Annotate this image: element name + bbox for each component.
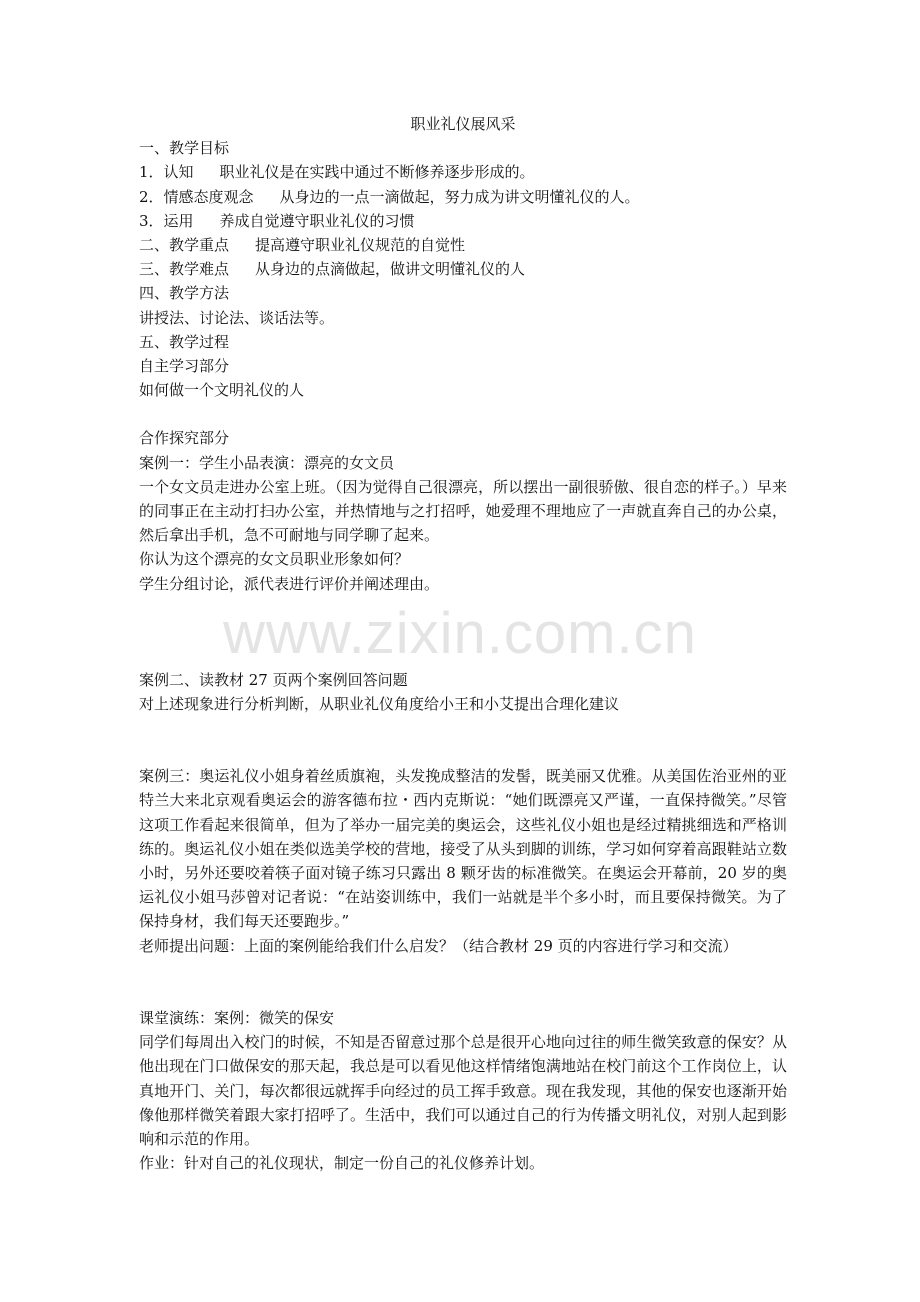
difficulty-text: 从身边的点滴做起，做讲文明懂礼仪的人	[255, 260, 526, 279]
goals-heading: 一、教学目标	[139, 139, 230, 158]
goal-2-label: 2．情感态度观念	[139, 187, 254, 206]
goal-1-text: 职业礼仪是在实践中通过不断修养逐步形成的。	[219, 163, 535, 182]
case2-text: 对上述现象进行分析判断，从职业礼仪角度给小王和小艾提出合理化建议	[139, 695, 620, 714]
goal-2	[139, 185, 787, 209]
spacer	[139, 716, 787, 764]
spacer	[139, 596, 787, 644]
method-text: 讲授法、讨论法、谈话法等。	[139, 308, 335, 327]
goal-3-text: 养成自觉遵守职业礼仪的习惯	[219, 211, 415, 230]
practice-text: 同学们每周出入校门的时候，不知是否留意过那个总是很开心地向过往的师生微笑致意的保安？从他出现在门口做保安的那天起，我总是可以看见他这样情绪饱满地站在校门前这个工作岗位上，认真地开门、关门，每次都很远就挥手向经过的员工挥手致意。现在我发现，其他的保安也逐渐开始像他那样微笑着跟大家打招呼了。生活中，我们可以通过自己的行为传播文明礼仪，对别人起到影响和示范的作用。	[139, 1033, 787, 1148]
case2-heading: 案例二、读教材 27 页两个案例回答问题	[139, 670, 408, 689]
focus-text: 提高遵守职业礼仪规范的自觉性	[255, 236, 466, 255]
goal-1	[139, 160, 787, 184]
case1-heading: 案例一：学生小品表演：漂亮的女文员	[139, 453, 395, 472]
case1-text: 一个女文员走进办公室上班。（因为觉得自己很漂亮，所以摆出一副很骄傲、很自恋的样子。）早来的同事正在主动打扫办公室，并热情地与之打招呼，她爱理不理地应了一声就直奔自己的办公桌，然后拿出手机，急不可耐地与同学聊了起来。	[139, 477, 787, 545]
goal-2-text: 从身边的一点一滴做起，努力成为讲文明懂礼仪的人。	[279, 187, 640, 206]
homework-text: 作业：针对自己的礼仪现状，制定一份自己的礼仪修养计划。	[139, 1154, 545, 1173]
coop-heading: 合作探究部分	[139, 429, 230, 448]
difficulty-label: 三、教学难点	[139, 260, 230, 279]
watermark: www.zixin.com.cn	[223, 601, 697, 666]
method-heading: 四、教学方法	[139, 284, 230, 303]
spacer	[139, 402, 787, 426]
self-study-text: 如何做一个文明礼仪的人	[139, 381, 305, 400]
case1-task: 学生分组讨论，派代表进行评价并阐述理由。	[139, 574, 440, 593]
case1-question: 你认为这个漂亮的女文员职业形象如何？	[139, 550, 410, 569]
case3-text: 案例三：奥运礼仪小姐身着丝质旗袍，头发挽成整洁的发髻，既美丽又优雅。从美国佐治亚州的亚特兰大来北京观看奥运会的游客德布拉・西内克斯说：“她们既漂亮又严谨，一直保持微笑。”尽管这项工作看起来很简单，但为了举办一届完美的奥运会，这些礼仪小姐也是经过精挑细选和严格训练的。奥运礼仪小姐在类似选美学校的营地，接受了从头到脚的训练，学习如何穿着高跟鞋站立数小时，另外还要咬着筷子面对镜子练习只露出 8 颗牙齿的标准微笑。在奥运会开幕前，20 岁的奥运礼仪小姐马莎曾对记者说：“在站姿训练中，我们一站就是半个多小时，而且要保持微笑。为了保持身材，我们每天还要跑步。”	[139, 767, 787, 931]
teaching-focus	[139, 233, 787, 257]
document-title: 职业礼仪展风采	[410, 115, 516, 133]
teaching-difficulty	[139, 257, 787, 281]
focus-label: 二、教学重点	[139, 236, 230, 255]
self-study-heading: 自主学习部分	[139, 357, 230, 376]
goal-3	[139, 209, 787, 233]
document-body	[139, 112, 787, 1175]
goal-1-label: 1．认知	[139, 163, 194, 182]
practice-heading: 课堂演练：案例：微笑的保安	[139, 1008, 335, 1027]
spacer	[139, 644, 787, 668]
goal-3-label: 3．运用	[139, 211, 194, 230]
case3-question: 老师提出问题：上面的案例能给我们什么启发？（结合教材 29 页的内容进行学习和交流）	[139, 936, 738, 955]
process-heading: 五、教学过程	[139, 332, 230, 351]
spacer	[139, 958, 787, 1006]
